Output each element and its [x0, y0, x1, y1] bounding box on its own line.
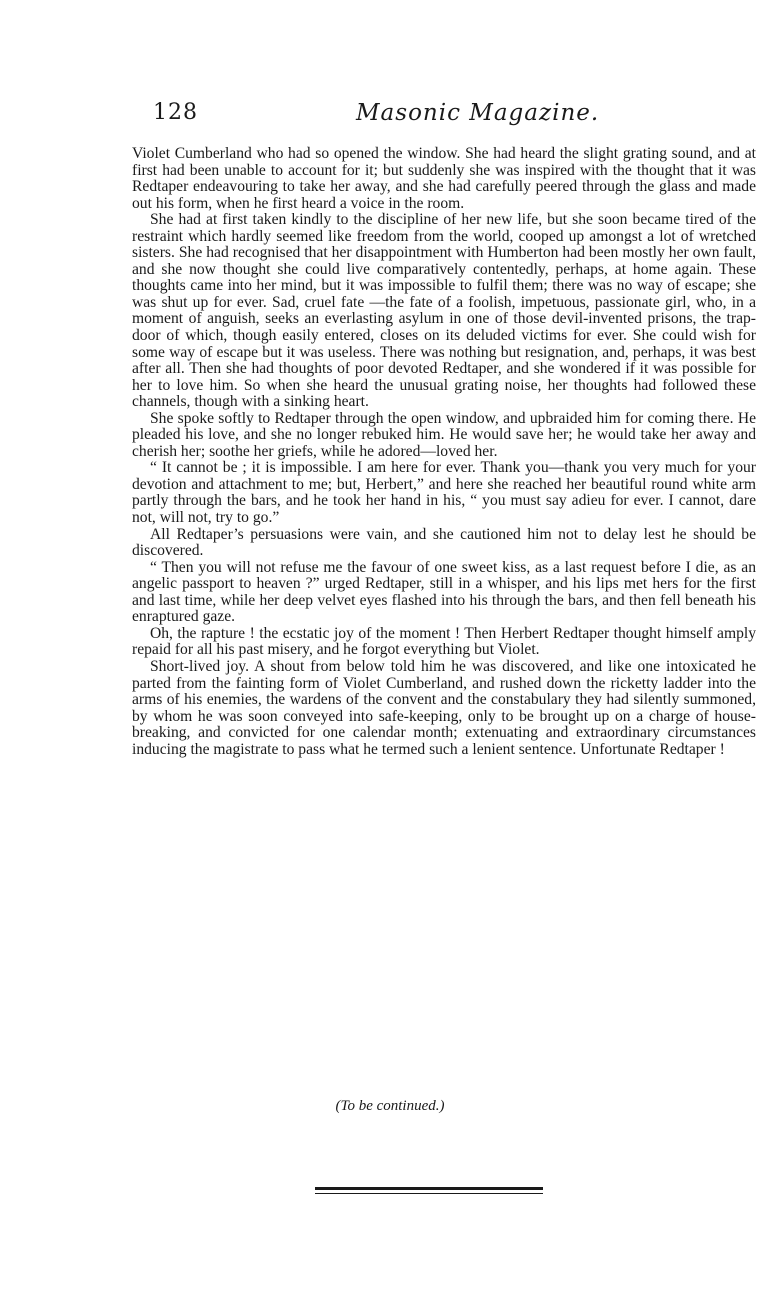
running-head: Masonic Magazine. — [356, 100, 600, 126]
paragraph: She had at first taken kindly to the discipline of her new life, but she soon became tired of the restraint which hardly seemed like freedom from the world, cooped up amongst a lot of wretched sisters. She had recognised that her disappointment with Humberton had been mostly her own fault, and she now thought she could live comparatively contentedly, perhaps, at home again. These thoughts came into her mind, but it was impossible to fulfil them; there was no way of escape; she was shut up for ever. Sad, cruel fate —the fate of a foolish, impetuous, passionate girl, who, in a moment of anguish, seeks an everlasting asylum in one of those devil-invented prisons, the trap-door of which, though easily entered, closes on its deluded victims for ever. She could wish for some way of escape but it was useless. There was nothing but resignation, and, perhaps, it was best after all. Then she had thoughts of poor devoted Redtaper, and she wondered if it was possible for her to love him. So when she heard the unusual grating noise, her thoughts had followed these channels, though with a sinking heart. — [132, 211, 756, 411]
paragraph: All Redtaper’s persuasions were vain, and she cautioned him not to delay lest he should be discovered. — [132, 525, 756, 560]
paragraph: Violet Cumberland who had so opened the window. She had heard the slight grating sound, and at first had been unable to account for it; but suddenly she was inspired with the thought that it was Redtaper endeavouring to take her away, and she had carefully peered through the glass and made out his form, when he first heard a voice in the room. — [132, 145, 756, 212]
article-body — [132, 146, 756, 758]
page-number: 128 — [153, 100, 198, 125]
paragraph: “ Then you will not refuse me the favour of one sweet kiss, as a last request before I die, as an angelic passport to heaven ?” urged Redtaper, still in a whisper, and his lips met hers for the first and last time, while her deep velvet eyes flashed into his through the bars, and then fell beneath his enraptured gaze. — [132, 558, 756, 626]
paragraph: Short-lived joy. A shout from below told him he was discovered, and like one intoxicated he parted from the fainting form of Violet Cumberland, and rushed down the ricketty ladder into the arms of his enemies, the wardens of the convent and the constabulary they had silently summoned, by whom he was soon conveyed into safe-keeping, only to be brought up on a charge of house-breaking, and convicted for one calendar month; extenuating and extraordinary circumstances inducing the magistrate to pass what he termed such a lenient sentence. Unfortunate Redtaper ! — [132, 657, 756, 758]
to-be-continued: (To be continued.) — [335, 1098, 445, 1114]
paragraph: She spoke softly to Redtaper through the open window, and upbraided him for coming there. He pleaded his love, and she no longer rebuked him. He would save her; he would take her away and cherish her; soothe her griefs, while he adored—loved her. — [132, 409, 756, 460]
section-divider-thick — [315, 1187, 543, 1190]
paragraph: “ It cannot be ; it is impossible. I am here for ever. Thank you—thank you very much for your devotion and attachment to me; but, Herbert,” and here she reached her beautiful round white arm partly through the bars, and he took her hand in his, “ you must say adieu for ever. I cannot, dare not, will not, try to go.” — [132, 459, 756, 527]
paragraph: Oh, the rapture ! the ecstatic joy of the moment ! Then Herbert Redtaper thought himself amply repaid for all his past misery, and he forgot everything but Violet. — [132, 624, 756, 659]
section-divider-thin — [315, 1193, 543, 1194]
